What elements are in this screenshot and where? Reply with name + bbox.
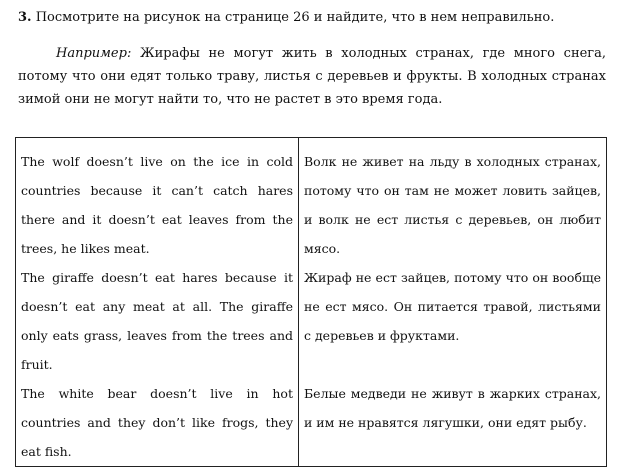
english-paragraph-bear: The white bear doesn’t live in hot countries and they don’t like frogs, they eat fish.	[21, 386, 293, 459]
example-lead: Например:	[56, 46, 132, 61]
russian-paragraph-giraffe: Жираф не ест зайцев, потому что он вообще не ест мясо. Он питается травой, листьями с деревьев и фруктами.	[304, 270, 601, 343]
english-paragraph-wolf: The wolf doesn’t live on the ice in cold countries because it can’t catch hares there and it doesn’t eat leaves from the trees, he likes meat.	[21, 154, 293, 256]
example-text: Жирафы не могут жить в холодных странах, где много снега, потому что они едят только траву, листья с деревьев и фрукты. В холодных странах зимой они не могут найти то, что не растет в это время года.	[18, 46, 606, 107]
task-number: 3.	[18, 10, 32, 25]
task-text: Посмотрите на рисунок на странице 26 и найдите, что в нем неправильно.	[35, 10, 555, 25]
russian-paragraph-bear: Белые медведи не живут в жарких странах, и им не нравятся лягушки, они едят рыбу.	[304, 386, 601, 430]
russian-column	[299, 138, 607, 467]
task-instruction	[18, 8, 614, 28]
example-paragraph	[18, 42, 606, 111]
table-row	[16, 138, 607, 467]
english-column	[16, 138, 299, 467]
english-paragraph-giraffe: The giraffe doesn’t eat hares because it doesn’t eat any meat at all. The giraffe only eats grass, leaves from the trees and fruit.	[21, 270, 293, 372]
russian-paragraph-wolf: Волк не живет на льду в холодных странах, потому что он там не может ловить зайцев, и волк не ест листья с деревьев, он любит мясо.	[304, 154, 601, 256]
answer-table	[15, 137, 607, 467]
